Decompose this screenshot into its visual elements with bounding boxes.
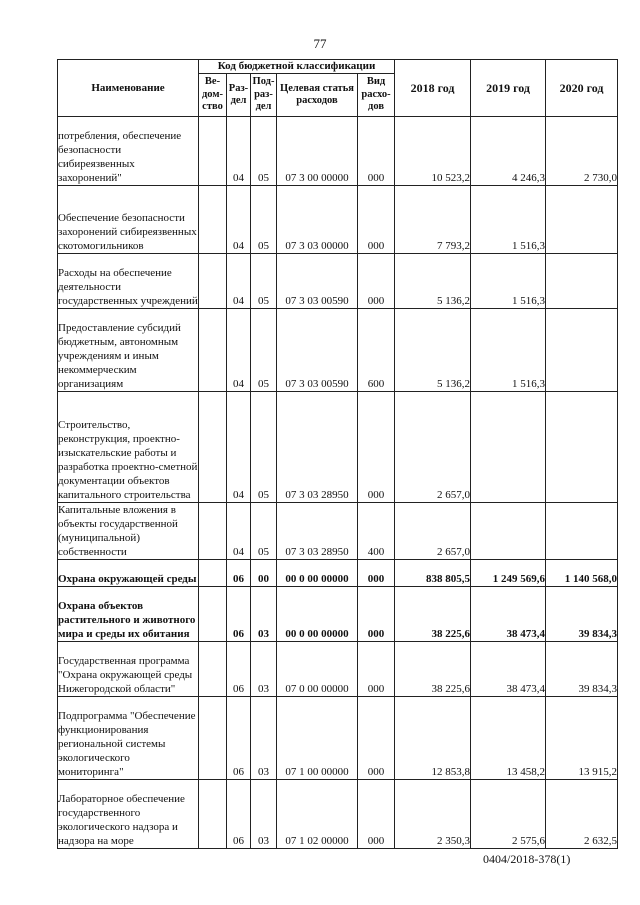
row-ved (199, 186, 227, 254)
row-name: Государственная программа "Охрана окружающей среды Нижегородской области" (58, 642, 199, 697)
table-row (58, 587, 618, 642)
row-ved (199, 587, 227, 642)
row-2019 (471, 503, 546, 560)
row-celevaya: 07 1 02 00000 (277, 780, 358, 849)
row-podrazdel: 05 (251, 186, 277, 254)
table-row (58, 254, 618, 309)
row-2020 (546, 392, 618, 503)
row-podrazdel: 05 (251, 254, 277, 309)
row-2018: 5 136,2 (395, 309, 471, 392)
row-razdel: 06 (227, 587, 251, 642)
row-razdel: 06 (227, 697, 251, 780)
row-celevaya: 07 3 03 00590 (277, 309, 358, 392)
row-name: Лабораторное обеспечение государственного экологического надзора и надзора на море (58, 780, 199, 849)
row-name: Обеспечение безопасности захоронений сибиреязвенных скотомогильников (58, 186, 199, 254)
row-2020: 39 834,3 (546, 642, 618, 697)
row-celevaya: 00 0 00 00000 (277, 587, 358, 642)
header-razdel: Раз-дел (227, 74, 251, 117)
row-2020: 2 730,0 (546, 117, 618, 186)
row-vid: 000 (358, 117, 395, 186)
header-vid: Вид расхо-дов (358, 74, 395, 117)
row-vid: 600 (358, 309, 395, 392)
table-row (58, 560, 618, 587)
row-2020 (546, 503, 618, 560)
header-celevaya: Целевая статья расходов (277, 74, 358, 117)
row-2018: 12 853,8 (395, 697, 471, 780)
table-row (58, 642, 618, 697)
table-row (58, 392, 618, 503)
row-vid: 400 (358, 503, 395, 560)
row-razdel: 04 (227, 186, 251, 254)
row-razdel: 06 (227, 642, 251, 697)
row-celevaya: 00 0 00 00000 (277, 560, 358, 587)
row-2018: 38 225,6 (395, 642, 471, 697)
table-row (58, 780, 618, 849)
row-celevaya: 07 3 00 00000 (277, 117, 358, 186)
row-podrazdel: 05 (251, 309, 277, 392)
row-vid: 000 (358, 780, 395, 849)
row-2020: 1 140 568,0 (546, 560, 618, 587)
row-vid: 000 (358, 392, 395, 503)
header-2018: 2018 год (395, 60, 471, 117)
row-2018: 7 793,2 (395, 186, 471, 254)
row-celevaya: 07 3 03 28950 (277, 503, 358, 560)
row-2018: 2 657,0 (395, 392, 471, 503)
row-podrazdel: 00 (251, 560, 277, 587)
row-2020: 2 632,5 (546, 780, 618, 849)
row-ved (199, 560, 227, 587)
row-2019: 1 516,3 (471, 186, 546, 254)
row-razdel: 04 (227, 392, 251, 503)
row-2020: 39 834,3 (546, 587, 618, 642)
row-2019: 1 516,3 (471, 309, 546, 392)
table-row (58, 309, 618, 392)
row-razdel: 04 (227, 254, 251, 309)
table-row (58, 503, 618, 560)
row-2020 (546, 254, 618, 309)
header-vedomstvo: Ве-дом-ство (199, 74, 227, 117)
row-2019: 13 458,2 (471, 697, 546, 780)
row-ved (199, 254, 227, 309)
row-2018: 10 523,2 (395, 117, 471, 186)
row-name: Капитальные вложения в объекты государственной (муниципальной) собственности (58, 503, 199, 560)
row-ved (199, 309, 227, 392)
row-name: потребления, обеспечение безопасности сибиреязвенных захоронений" (58, 117, 199, 186)
row-razdel: 04 (227, 503, 251, 560)
row-vid: 000 (358, 254, 395, 309)
row-2019: 38 473,4 (471, 587, 546, 642)
row-podrazdel: 05 (251, 503, 277, 560)
row-ved (199, 392, 227, 503)
row-name: Охрана окружающей среды (58, 560, 199, 587)
row-2019: 38 473,4 (471, 642, 546, 697)
row-razdel: 06 (227, 560, 251, 587)
row-podrazdel: 05 (251, 117, 277, 186)
row-podrazdel: 05 (251, 392, 277, 503)
row-vid: 000 (358, 587, 395, 642)
row-vid: 000 (358, 697, 395, 780)
row-2018: 2 657,0 (395, 503, 471, 560)
header-podrazdel: Под-раз-дел (251, 74, 277, 117)
row-vid: 000 (358, 642, 395, 697)
row-2020 (546, 309, 618, 392)
header-code-group: Код бюджетной классификации (199, 60, 395, 74)
row-2019 (471, 392, 546, 503)
row-ved (199, 117, 227, 186)
row-razdel: 04 (227, 117, 251, 186)
page-number: 77 (313, 36, 327, 51)
row-ved (199, 642, 227, 697)
row-razdel: 04 (227, 309, 251, 392)
row-celevaya: 07 3 03 00590 (277, 254, 358, 309)
row-celevaya: 07 3 03 00000 (277, 186, 358, 254)
row-vid: 000 (358, 186, 395, 254)
row-name: Подпрограмма "Обеспечение функционирования региональной системы экологического мониторинга" (58, 697, 199, 780)
row-name: Расходы на обеспечение деятельности государственных учреждений (58, 254, 199, 309)
header-2020: 2020 год (546, 60, 618, 117)
row-2019: 1 249 569,6 (471, 560, 546, 587)
row-celevaya: 07 3 03 28950 (277, 392, 358, 503)
row-ved (199, 780, 227, 849)
document-code: 0404/2018-378(1) (483, 852, 571, 866)
row-celevaya: 07 0 00 00000 (277, 642, 358, 697)
row-2018: 2 350,3 (395, 780, 471, 849)
row-2019: 4 246,3 (471, 117, 546, 186)
row-razdel: 06 (227, 780, 251, 849)
row-podrazdel: 03 (251, 697, 277, 780)
row-2019: 2 575,6 (471, 780, 546, 849)
row-name: Предоставление субсидий бюджетным, автономным учреждениям и иным некоммерческим организациям (58, 309, 199, 392)
row-podrazdel: 03 (251, 642, 277, 697)
row-name: Охрана объектов растительного и животного мира и среды их обитания (58, 587, 199, 642)
row-2018: 5 136,2 (395, 254, 471, 309)
row-ved (199, 697, 227, 780)
row-celevaya: 07 1 00 00000 (277, 697, 358, 780)
row-2020: 13 915,2 (546, 697, 618, 780)
row-vid: 000 (358, 560, 395, 587)
table-row (58, 186, 618, 254)
budget-table (57, 59, 618, 849)
header-name: Наименование (58, 60, 199, 117)
table-row (58, 117, 618, 186)
table-row (58, 697, 618, 780)
row-2018: 838 805,5 (395, 560, 471, 587)
row-podrazdel: 03 (251, 587, 277, 642)
row-2020 (546, 186, 618, 254)
row-2019: 1 516,3 (471, 254, 546, 309)
row-ved (199, 503, 227, 560)
row-name: Строительство, реконструкция, проектно-изыскательские работы и разработка проектно-сметной документации объектов капитального строительства (58, 392, 199, 503)
row-2018: 38 225,6 (395, 587, 471, 642)
header-2019: 2019 год (471, 60, 546, 117)
row-podrazdel: 03 (251, 780, 277, 849)
